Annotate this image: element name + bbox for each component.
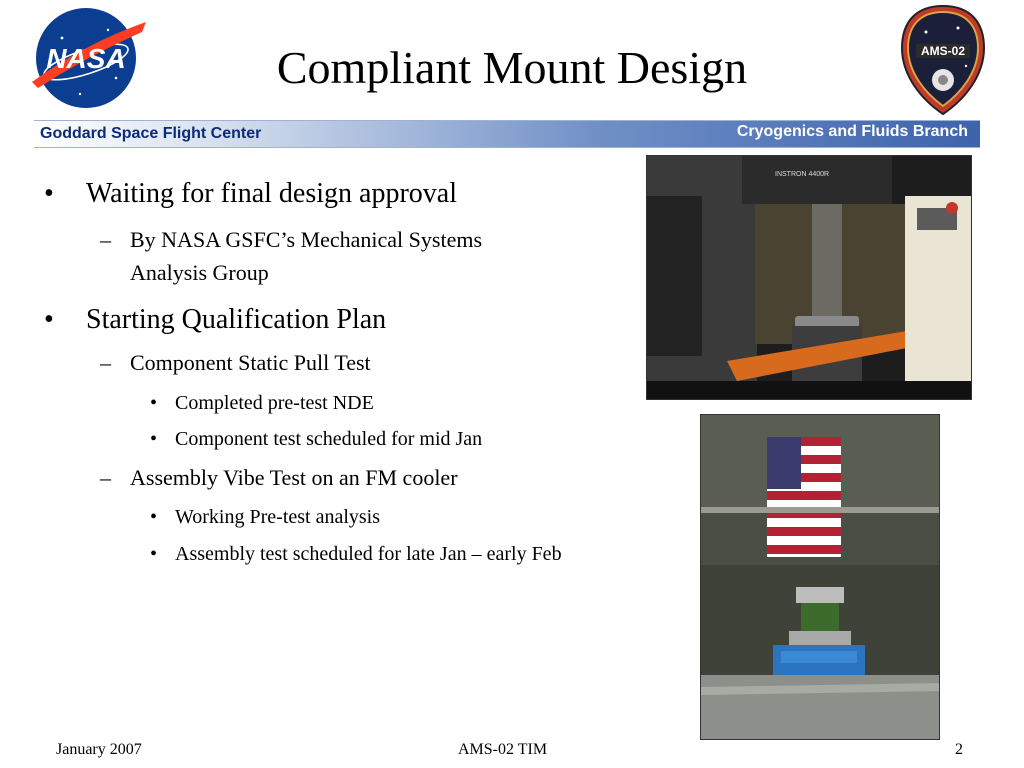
bullet-1: Waiting for final design approval [86, 178, 457, 209]
bullet-2-sub-1-item-2: Component test scheduled for mid Jan [175, 428, 483, 450]
page-number: 2 [955, 741, 963, 758]
vibe-test-assembly-photo [700, 414, 940, 740]
header-banner [34, 120, 980, 148]
bullet-marker: • [44, 178, 54, 209]
svg-text:NASA: NASA [46, 43, 126, 74]
ams-02-patch-logo [900, 4, 986, 116]
bullet-2-sub-2-item-1: Working Pre-test analysis [175, 506, 381, 528]
organization-name: Goddard Space Flight Center [40, 125, 262, 142]
dash-marker: – [100, 350, 111, 375]
us-flag [767, 437, 841, 557]
bullet-2-sub-1-item-1: Completed pre-test NDE [175, 392, 374, 414]
dash-marker: – [100, 227, 111, 252]
bullet-2-sub-1: Component Static Pull Test [130, 350, 371, 375]
sub-bullet-marker: • [150, 392, 158, 414]
sub-bullet-marker: • [150, 428, 158, 450]
footer-event: AMS-02 TIM [458, 741, 548, 758]
dash-marker: – [100, 465, 111, 490]
footer-date: January 2007 [56, 741, 142, 758]
pull-test-machine-photo [646, 155, 972, 400]
bullet-marker: • [44, 304, 54, 335]
bullet-1-sub-1-line-2: Analysis Group [130, 260, 269, 285]
bullet-2: Starting Qualification Plan [86, 304, 387, 335]
nasa-logo [24, 4, 148, 112]
sub-bullet-marker: • [150, 543, 158, 565]
machine-label: INSTRON 4400R [775, 171, 830, 178]
bullet-1-sub-1-line-1: By NASA GSFC’s Mechanical Systems [130, 227, 483, 252]
bullet-2-sub-2-item-2: Assembly test scheduled for late Jan – early Feb [175, 543, 562, 565]
bullet-2-sub-2: Assembly Vibe Test on an FM cooler [130, 465, 458, 490]
branch-name: Cryogenics and Fluids Branch [736, 123, 968, 140]
svg-text:AMS-02: AMS-02 [920, 44, 966, 58]
slide-title: Compliant Mount Design [276, 42, 748, 93]
sub-bullet-marker: • [150, 506, 158, 528]
